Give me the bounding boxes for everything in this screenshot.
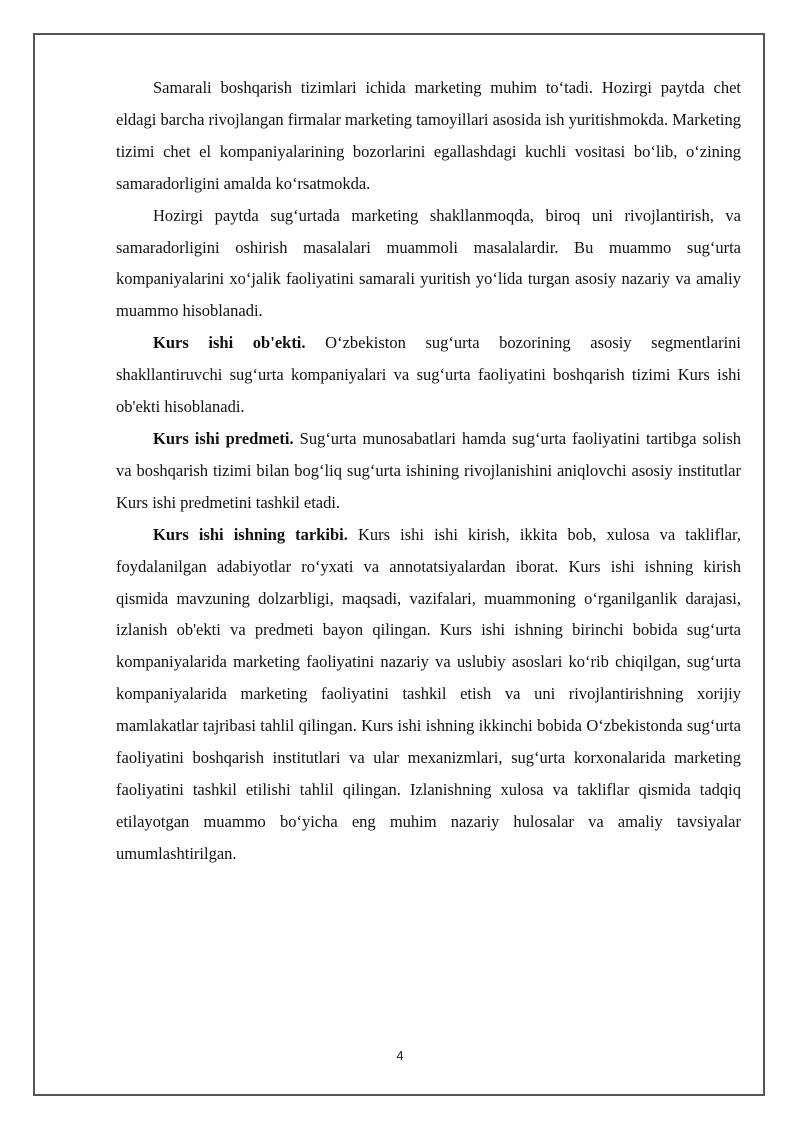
paragraph-subject bbox=[116, 423, 741, 519]
paragraph-structure-text: Kurs ishi ishi kirish, ikkita bob, xulosa va takliflar, foydalanilgan adabiyotlar ro‘yxati va annotatsiyalardan iborat. Kurs ishi ishning kirish qismida mavzuning dolzarbligi, maqsadi, vazifalari, muammoning o‘rganilganlik darajasi, izlanish ob'ekti va predmeti bayon qilingan. Kurs ishi ishning birinchi bobida sug‘urta kompaniyalarida marketing faoliyatini nazariy va uslubiy asoslari ko‘rib chiqilgan, sug‘urta kompaniyalarida marketing faoliyatini tashkil etish va uni rivojlantirishning xorijiy mamlakatlar tajribasi tahlil qilingan. Kurs ishi ishning ikkinchi bobida O‘zbekistonda sug‘urta faoliyatini boshqarish institutlari va ular mexanizmlari, sug‘urta korxonalarida marketing faoliyatini tashkil etilishi tahlil qilingan. Izlanishning xulosa va takliflar qismida tadqiq etilayotgan muammo bo‘yicha eng muhim nazariy hulosalar va amaliy tavsiyalar umumlashtirilgan. bbox=[116, 524, 741, 863]
document-body bbox=[116, 72, 741, 870]
paragraph-object bbox=[116, 327, 741, 423]
paragraph-intro bbox=[116, 72, 741, 200]
page-number: 4 bbox=[396, 1048, 404, 1063]
paragraph-subject-text: Sug‘urta munosabatlari hamda sug‘urta faoliyatini tartibga solish va boshqarish tizimi bilan bog‘liq sug‘urta ishining rivojlanishini aniqlovchi asosiy institutlar Kurs ishi predmetini tashkil etadi. bbox=[116, 428, 741, 512]
paragraph-object-text: O‘zbekiston sug‘urta bozorining asosiy segmentlarini shakllantiruvchi sug‘urta kompaniyalari va sug‘urta faoliyatini boshqarish tizimi Kurs ishi ob'ekti hisoblanadi. bbox=[116, 333, 741, 417]
paragraph-subject-heading: Kurs ishi predmeti. bbox=[153, 428, 294, 448]
paragraph-structure-heading: Kurs ishi ishning tarkibi. bbox=[153, 524, 348, 544]
paragraph-problem-text: Hozirgi paytda sug‘urtada marketing shakllanmoqda, biroq uni rivojlantirish, va samaradorligini oshirish masalalari muammoli masalalardir. Bu muammo sug‘urta kompaniyalarini xo‘jalik faoliyatini samarali yuritish yo‘lida turgan asosiy nazariy va amaliy muammo hisoblanadi. bbox=[116, 205, 741, 321]
paragraph-intro-text: Samarali boshqarish tizimlari ichida marketing muhim to‘tadi. Hozirgi paytda chet eldagi barcha rivojlangan firmalar marketing tamoyillari asosida ish yuritishmokda. Marketing tizimi chet el kompaniyalarining bozorlarini egallashdagi kuchli vositasi bo‘lib, o‘zining samaradorligini amalda ko‘rsatmokda. bbox=[116, 78, 741, 193]
paragraph-object-heading: Kurs ishi ob'ekti. bbox=[153, 333, 306, 353]
paragraph-problem bbox=[116, 200, 741, 328]
paragraph-structure bbox=[116, 519, 741, 870]
